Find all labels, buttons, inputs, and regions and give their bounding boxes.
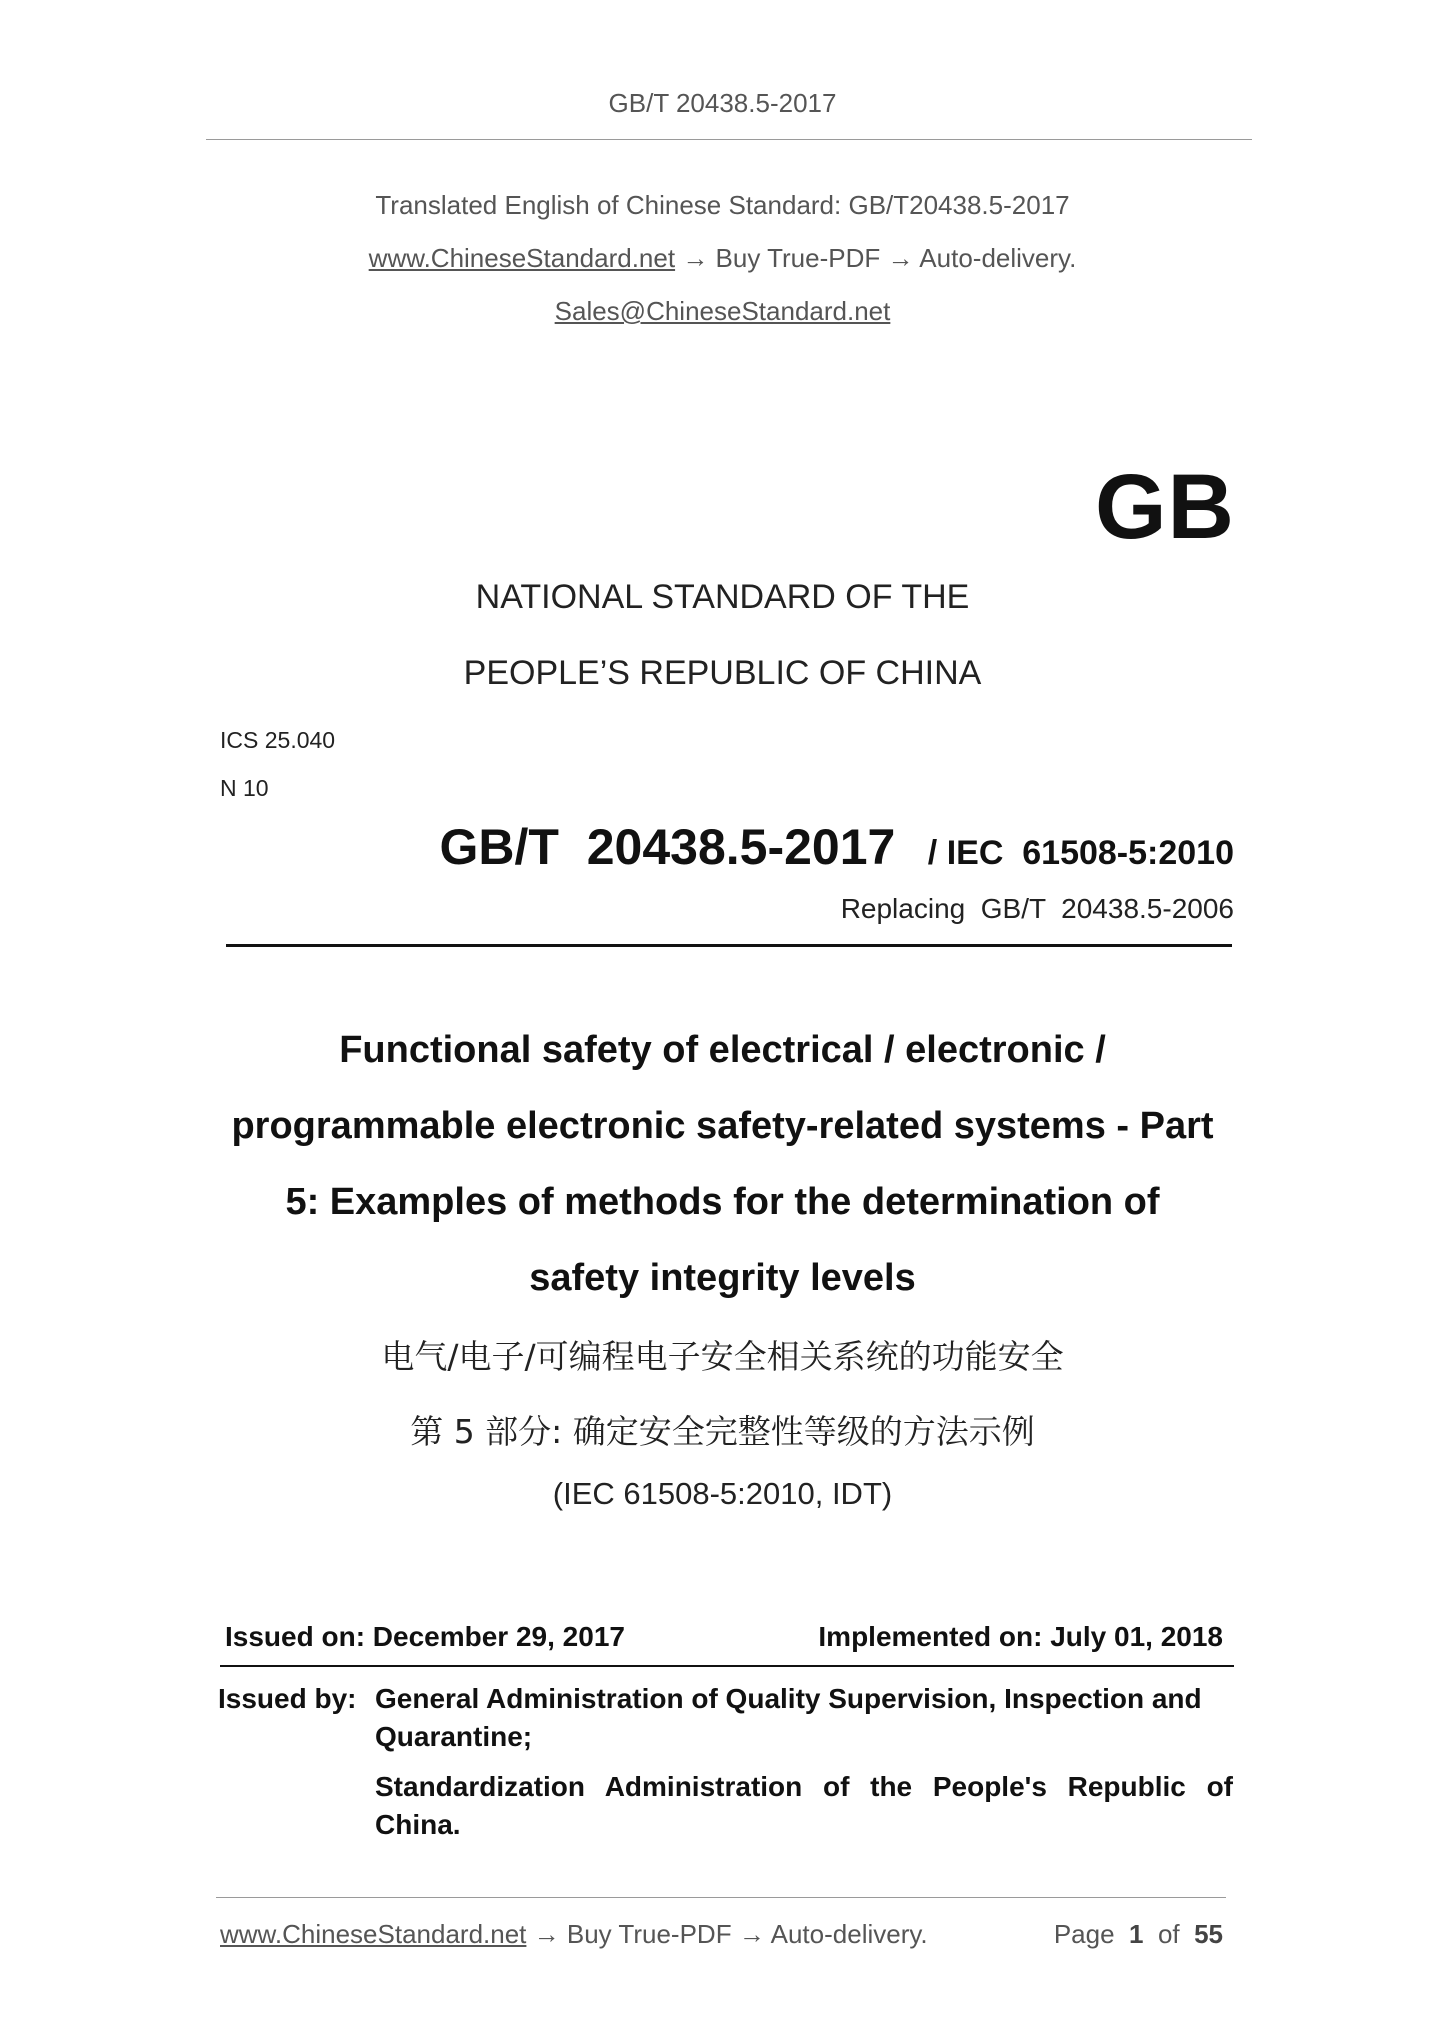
standard-number-line: [440, 818, 1235, 876]
issuer-2: Standardization Administration of the People's Republic of China.: [375, 1771, 1233, 1840]
chinese-title-line-1: 电气/电子/可编程电子安全相关系统的功能安全: [381, 1337, 1064, 1376]
page-indicator: [1054, 1919, 1223, 1950]
footer-buy-text: Buy True-PDF: [566, 1919, 732, 1949]
footer-divider: [216, 1897, 1226, 1898]
page-total: 55: [1194, 1919, 1223, 1949]
national-standard-line-1: NATIONAL STANDARD OF THE: [475, 578, 970, 616]
n-code: N 10: [220, 775, 269, 801]
site-link[interactable]: www.ChineseStandard.net: [368, 243, 676, 273]
promo-delivery-line: [0, 243, 1445, 274]
idt-note: (IEC 61508-5:2010, IDT): [552, 1476, 893, 1511]
footer-promo: [220, 1919, 928, 1950]
issued-on-date: Issued on: December 29, 2017: [225, 1621, 625, 1652]
implemented-on-date: Implemented on: July 01, 2018: [818, 1621, 1223, 1652]
standard-number: GB/T 20438.5-2017: [439, 819, 896, 875]
page-current: 1: [1129, 1919, 1144, 1949]
title-line-4: safety integrity levels: [529, 1257, 916, 1299]
title-line-1: Functional safety of electrical / electronic /: [339, 1029, 1106, 1071]
issued-by-label: Issued by:: [218, 1683, 357, 1714]
title-line-2: programmable electronic safety-related systems - Part: [231, 1105, 1214, 1147]
gb-mark: GB: [1095, 456, 1235, 558]
iec-reference: / IEC 61508-5:2010: [927, 834, 1234, 872]
arrow-right-icon: →: [533, 1919, 560, 1949]
page-label: Page: [1053, 1919, 1115, 1949]
page-of: of: [1157, 1919, 1180, 1949]
footer-delivery-text: Auto-delivery.: [770, 1919, 928, 1949]
buy-text: Buy True-PDF: [715, 243, 881, 273]
footer-site-link[interactable]: www.ChineseStandard.net: [220, 1919, 527, 1949]
arrow-right-icon: →: [738, 1919, 765, 1949]
arrow-right-icon: →: [887, 243, 914, 273]
dates-divider: [220, 1665, 1234, 1667]
header-divider: [206, 139, 1252, 140]
title-divider: [226, 944, 1232, 947]
national-standard-line-2: PEOPLE’S REPUBLIC OF CHINA: [463, 654, 982, 692]
issued-by-block: [218, 1680, 1233, 1844]
ics-code: ICS 25.040: [220, 727, 336, 753]
arrow-right-icon: →: [682, 243, 709, 273]
delivery-text: Auto-delivery.: [919, 243, 1077, 273]
email-link[interactable]: Sales@ChineseStandard.net: [554, 296, 891, 326]
issuer-1: General Administration of Quality Supervision, Inspection and Quarantine;: [375, 1683, 1202, 1752]
title-line-3: 5: Examples of methods for the determination of: [285, 1181, 1160, 1223]
chinese-title-line-2: 第 5 部分: 确定安全完整性等级的方法示例: [410, 1412, 1035, 1451]
replacing-note: Replacing GB/T 20438.5-2006: [840, 893, 1234, 924]
translation-notice: Translated English of Chinese Standard: GB/T20438.5-2017: [375, 190, 1070, 220]
email-line: [0, 296, 1445, 327]
running-header: GB/T 20438.5-2017: [608, 88, 837, 118]
